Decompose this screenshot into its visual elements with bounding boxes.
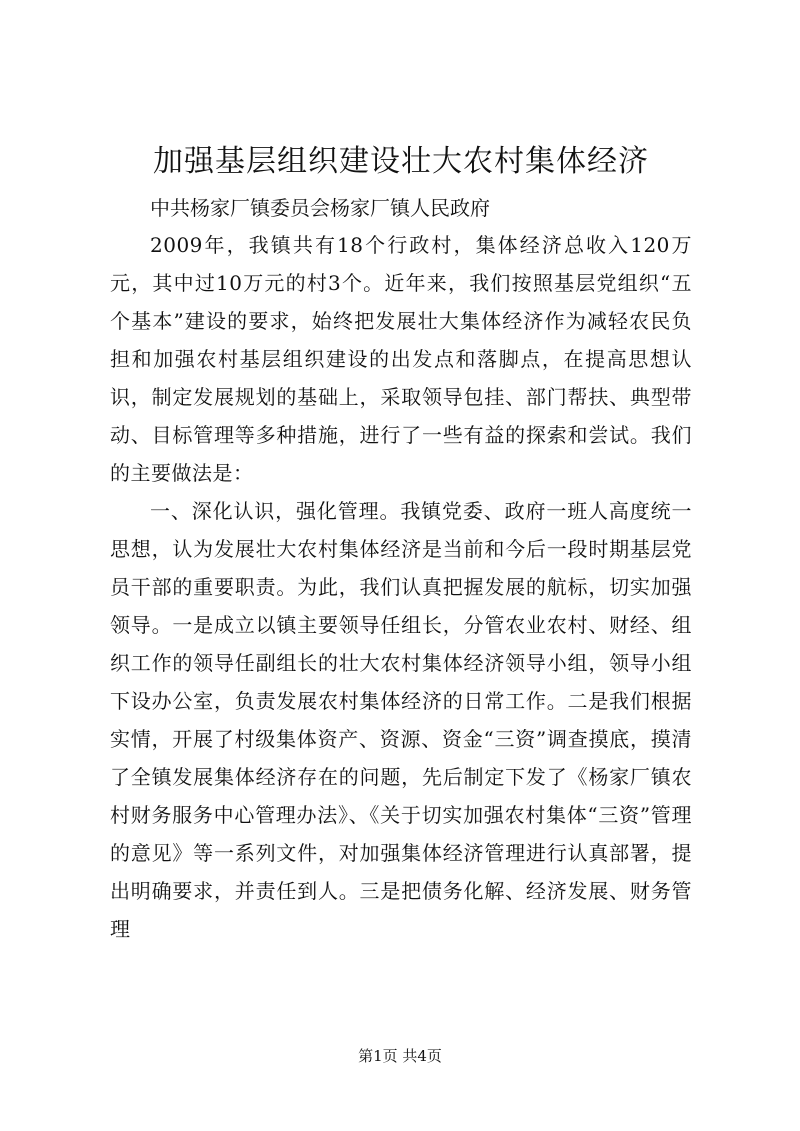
paragraph-1: 2009年，我镇共有18个行政村，集体经济总收入120万元，其中过10万元的村3个。近年来，我们按照基层党组织“五个基本”建设的要求，始终把发展壮大集体经济作为减轻农民负担和加强农村基层组织建设的出发点和落脚点，在提高思想认识，制定发展规划的基础上，采取领导包挂、部门帮扶、典型带动、目标管理等多种措施，进行了一些有益的探索和尝试。我们的主要做法是： [110,233,692,485]
page-number-footer: 第1页 共4页 [358,1047,442,1065]
paragraph-2: 一、深化认识，强化管理。我镇党委、政府一班人高度统一思想，认为发展壮大农村集体经济是当前和今后一段时期基层党员干部的重要职责。为此，我们认真把握发展的航标，切实加强领导。一是成立以镇主要领导任组长，分管农业农村、财经、组织工作的领导任副组长的壮大农村集体经济领导小组，领导小组下设办公室，负责发展农村集体经济的日常工作。二是我们根据实情，开展了村级集体资产、资源、资金“三资”调查摸底，摸清了全镇发展集体经济存在的问题，先后制定下发了《杨家厂镇农村财务服务中心管理办法》、《关于切实加强农村集体“三资”管理的意见》等一系列文件，对加强集体经济管理进行认真部署，提出明确要求，并责任到人。三是把债务化解、经济发展、财务管理 [110,499,692,941]
document-title: 加强基层组织建设壮大农村集体经济 [153,144,649,179]
document-page [110,138,692,948]
document-author: 中共杨家厂镇委员会杨家厂镇人民政府 [150,196,490,220]
